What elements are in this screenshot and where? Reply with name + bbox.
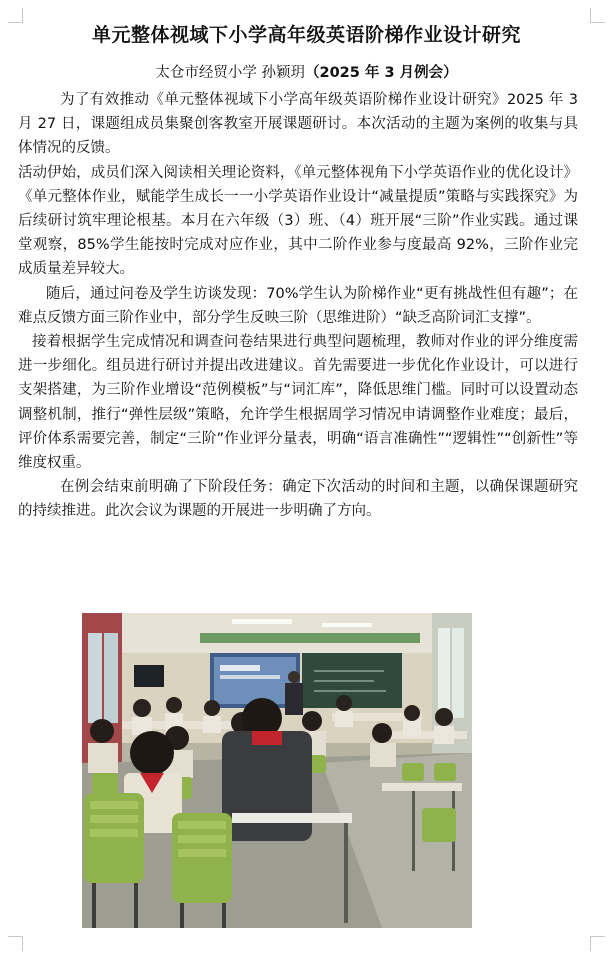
paragraph-conclusion: 在例会结束前明确了下阶段任务：确定下次活动的时间和主题，以确保课题研究的持续推进。此次会议为课题的开展进一步明确了方向。 [18, 479, 578, 520]
paragraph-survey: 随后，通过问卷及学生访谈发现：70%学生认为阶梯作业“更有挑战性但有趣”；在难点反馈方面三阶作业中，部分学生反映三阶（思维进阶）“缺乏高阶词汇支撑”。 [18, 285, 578, 326]
paragraph-activity: 活动伊始，成员们深入阅读相关理论资料，《单元整体视角下小学英语作业的优化设计》《单元整体作业，赋能学生成长一一小学英语作业设计“减量提质”策略与实践探究》为后续研讨筑牢理论根基。本月在六年级（3）班、（4）班开展“三阶”作业实践。通过课堂观察，85%学生能按时完成对应作业，其中二阶作业参与度最高 92%，三阶作业完成质量差异较大。 [18, 164, 578, 278]
page-corner-mark [590, 936, 605, 951]
document-body [18, 88, 578, 524]
classroom-photo [82, 613, 472, 928]
document-title: 单元整体视域下小学高年级英语阶梯作业设计研究 [91, 24, 521, 46]
author-line: 太仓市经贸小学 孙颖玥 [155, 65, 305, 81]
byline [0, 61, 613, 82]
page-corner-mark [8, 936, 23, 951]
paragraph-improvement: 接着根据学生完成情况和调查问卷结果进行典型问题梳理，教师对作业的评分维度需进一步细化。组员进行研讨并提出改进建议。首先需要进一步优化作业设计，可以进行支架搭建，为三阶作业增设“范例模板”与“词汇库”，降低思维门槛。同时可以设置动态调整机制，推行“弹性层级”策略，允许学生根据周学习情况申请调整作业难度；最后，评价体系需要完善，制定“三阶”作业评分量表，明确“语言准确性”“逻辑性”“创新性”等维度权重。 [18, 334, 578, 472]
paragraph-intro: 为了有效推动《单元整体视域下小学高年级英语阶梯作业设计研究》2025 年 3 月 27 日，课题组成员集聚创客教室开展课题研讨。本次活动的主题为案例的收集与具体情况的反馈。 [18, 92, 578, 157]
meeting-date: （2025 年 3 月例会） [305, 65, 458, 81]
